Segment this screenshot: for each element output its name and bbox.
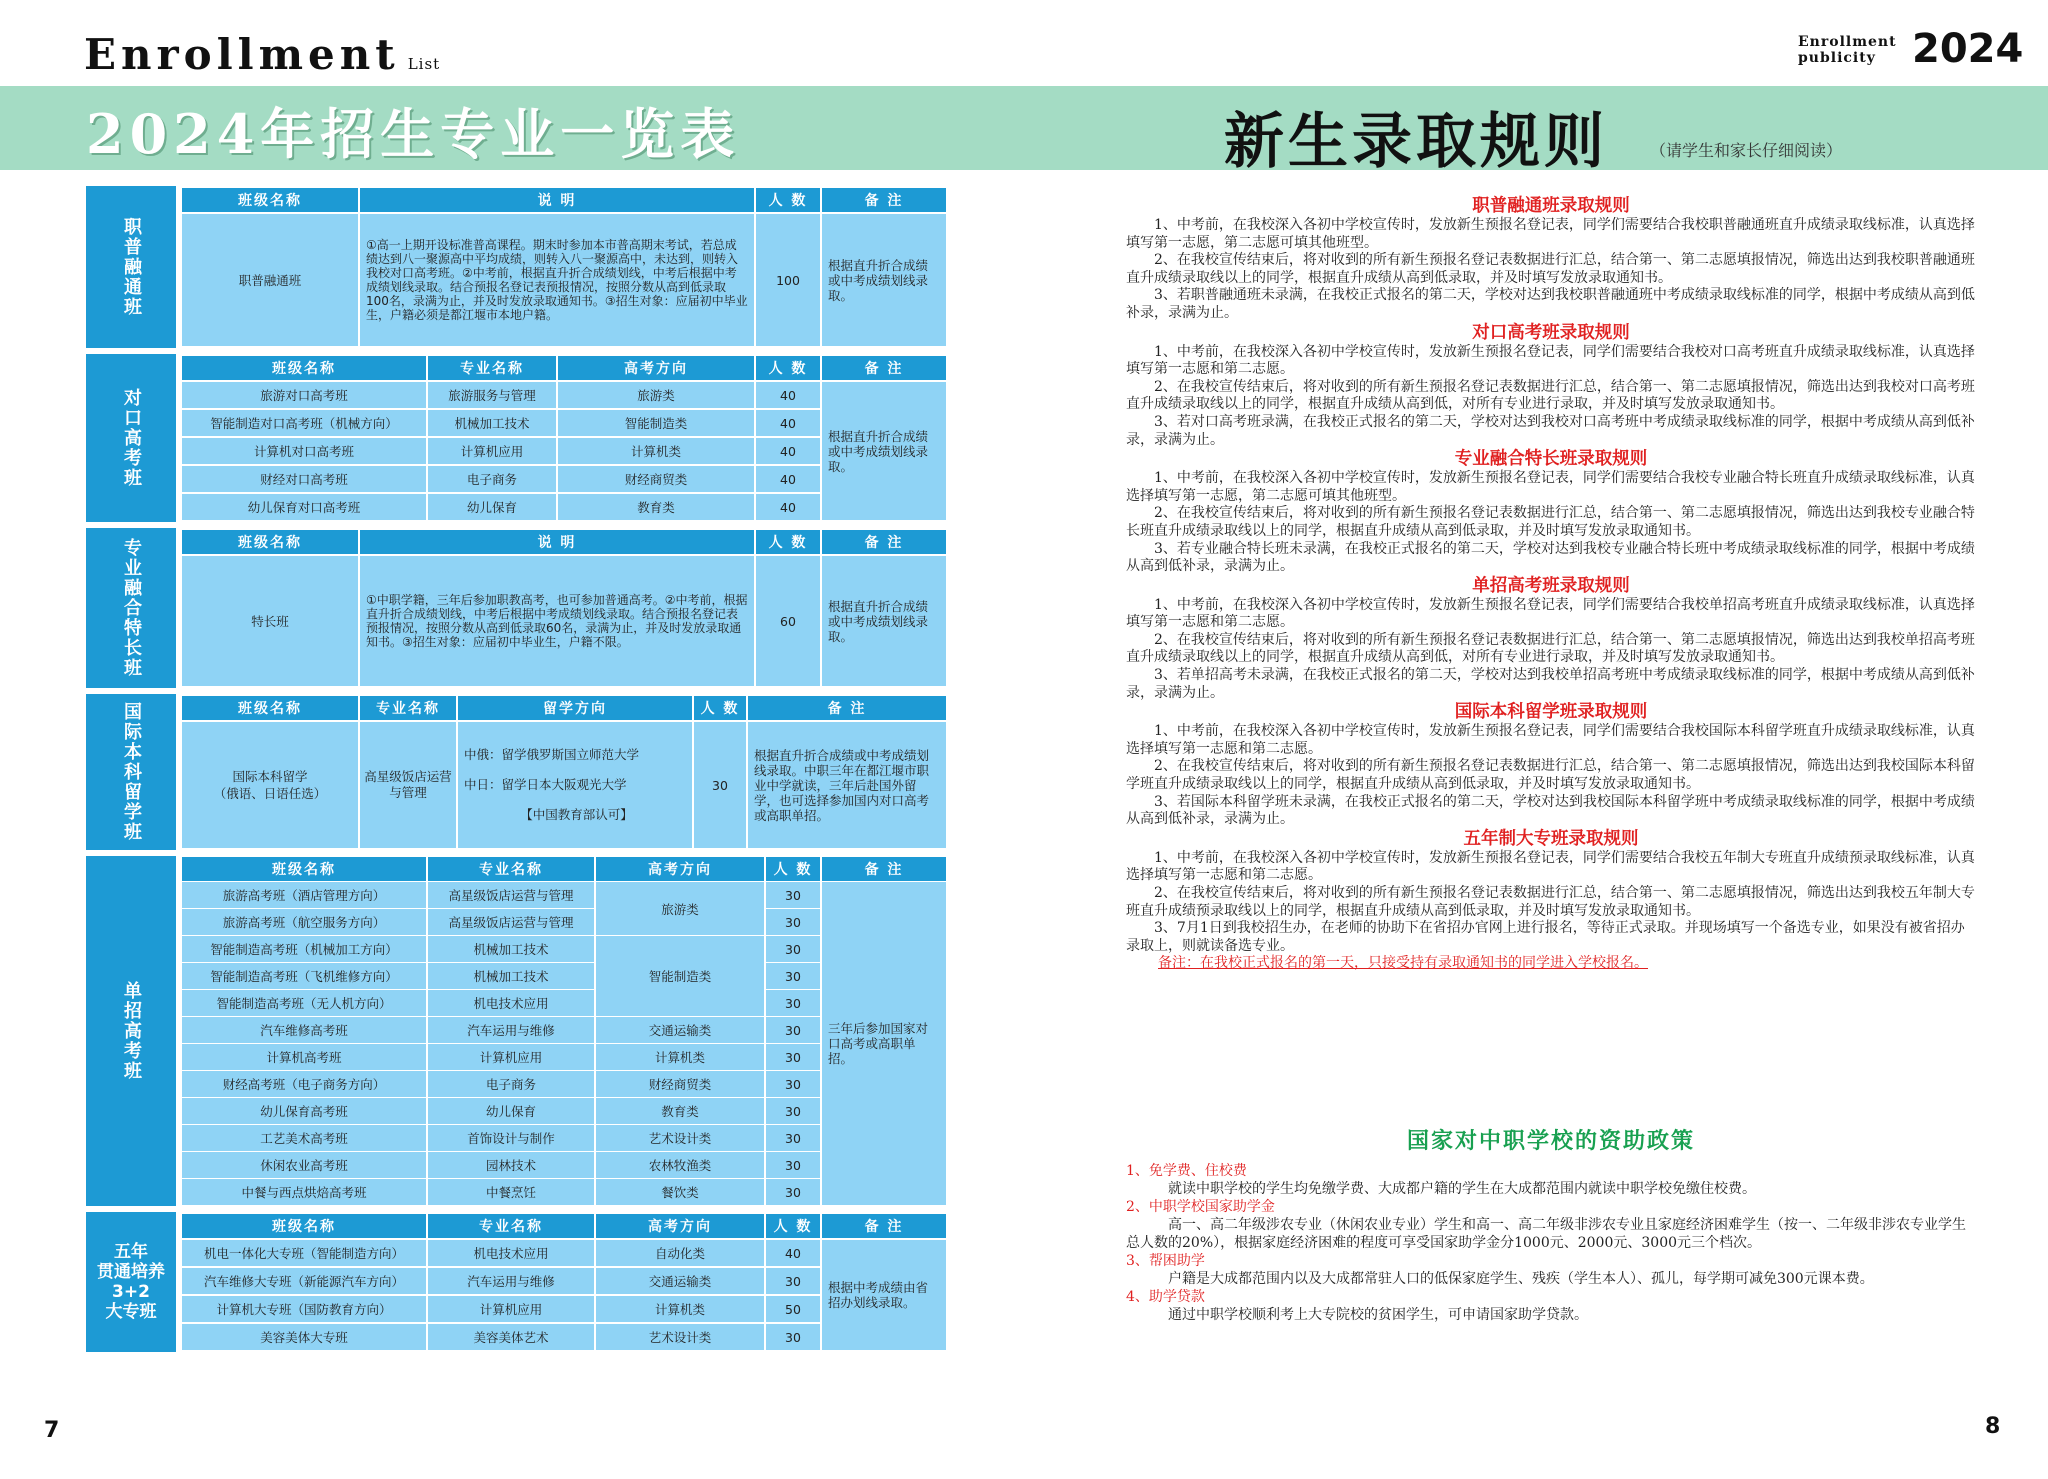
section-international — [86, 694, 948, 850]
col-header: 班级名称 — [182, 1214, 426, 1238]
rule-paragraph: 3、若对口高考班录满，在我校正式报名的第二天，学校对达到我校对口高考班中考成绩录取线标准的同学，根据中考成绩从高到低补录，录满为止。 — [1126, 413, 1975, 448]
col-header: 高考方向 — [558, 356, 754, 380]
class-note: 根据直升折合成绩或中考成绩划线录取。中职三年在都江堰市职业中学就读，三年后赴国外留学，也可选择参加国内对口高考或高职单招。 — [748, 722, 946, 848]
major-name: 电子商务 — [428, 1071, 594, 1097]
page-number-left: 7 — [44, 1418, 60, 1443]
rule-paragraph: 1、中考前，在我校深入各初中学校宣传时，发放新生预报名登记表，同学们需要结合我校单招高考班直升成绩录取线标准，认真选择填写第一志愿和第二志愿。 — [1126, 596, 1975, 631]
exam-direction: 智能制造类 — [596, 936, 764, 1016]
major-name: 园林技术 — [428, 1152, 594, 1178]
class-count: 30 — [766, 1152, 820, 1178]
major-name: 汽车运用与维修 — [428, 1268, 594, 1294]
major-name: 机械加工技术 — [428, 936, 594, 962]
col-header: 人 数 — [756, 356, 820, 380]
class-name: 旅游对口高考班 — [182, 382, 426, 408]
section-single-recruit — [86, 856, 948, 1206]
class-note: 根据中考成绩由省招办划线录取。 — [822, 1240, 946, 1350]
class-name: 美容美体大专班 — [182, 1324, 426, 1350]
header-right-label: Enrollment publicity — [1798, 34, 1897, 66]
section-label: 国际本科留学班 — [86, 694, 176, 850]
aid-policy — [1126, 1162, 1976, 1324]
class-name: 国际本科留学 （俄语、日语任选） — [182, 722, 358, 848]
admission-rules — [1126, 196, 1976, 973]
aid-paragraph: 高一、高二年级涉农专业（休闲农业专业）学生和高一、高二年级非涉农专业且家庭经济困难学生（按一、二年级非涉农专业学生总人数的20%），根据家庭经济困难的程度可享受国家助学金分1000元、2000元、3000元三个档次。 — [1126, 1217, 1966, 1251]
banner-left-title: 2024年招生专业一览表 — [86, 102, 741, 166]
col-header: 班级名称 — [182, 530, 358, 554]
class-count: 30 — [766, 990, 820, 1016]
exam-direction: 教育类 — [558, 494, 754, 520]
class-name: 旅游高考班（酒店管理方向） — [182, 882, 426, 908]
aid-policy-title: 国家对中职学校的资助政策 — [1406, 1128, 1695, 1154]
class-count: 30 — [766, 1071, 820, 1097]
exam-direction: 财经商贸类 — [558, 466, 754, 492]
class-name: 休闲农业高考班 — [182, 1152, 426, 1178]
exam-direction: 旅游类 — [558, 382, 754, 408]
aid-paragraph: 户籍是大成都范围内以及大成都常驻人口的低保家庭学生、残疾（学生本人）、孤儿，每学期可减免300元课本费。 — [1168, 1271, 1874, 1287]
class-count: 30 — [766, 1098, 820, 1124]
major-name: 电子商务 — [428, 466, 556, 492]
table-row — [182, 214, 946, 346]
table-row — [182, 882, 946, 908]
rule-paragraph: 1、中考前，在我校深入各初中学校宣传时，发放新生预报名登记表，同学们需要结合我校职普融通班直升成绩录取线标准，认真选择填写第一志愿，第二志愿可填其他班型。 — [1126, 217, 1975, 251]
class-name: 智能制造高考班（无人机方向） — [182, 990, 426, 1016]
major-name: 美容美体艺术 — [428, 1324, 594, 1350]
class-count: 30 — [766, 1179, 820, 1205]
banner-right-title: 新生录取规则 — [1224, 107, 1608, 177]
rule-paragraph: 1、中考前，在我校深入各初中学校宣传时，发放新生预报名登记表，同学们需要结合我校五年制大专班直升成绩预录取线标准，认真选择填写第一志愿和第二志愿。 — [1126, 849, 1975, 884]
col-header: 备 注 — [822, 530, 946, 554]
class-name: 财经对口高考班 — [182, 466, 426, 492]
aid-heading: 1、免学费、住校费 — [1126, 1163, 1247, 1179]
table-row — [182, 382, 946, 408]
major-name: 机械加工技术 — [428, 410, 556, 436]
major-name: 机械加工技术 — [428, 963, 594, 989]
table-row — [182, 556, 946, 686]
exam-direction: 旅游类 — [596, 882, 764, 935]
col-header: 人 数 — [766, 857, 820, 881]
exam-direction: 交通运输类 — [596, 1268, 764, 1294]
rule-title: 国际本科留学班录取规则 — [1454, 702, 1648, 723]
major-name: 计算机应用 — [428, 438, 556, 464]
rule-paragraph: 2、在我校宣传结束后，将对收到的所有新生预报名登记表数据进行汇总，结合第一、第二志愿填报情况，筛选出达到我校单招高考班直升成绩录取线以上的同学，根据直升成绩从高到低，对所有专业进行录取，并及时填写发放录取通知书。 — [1126, 631, 1975, 666]
col-header: 说 明 — [360, 188, 754, 212]
class-count: 30 — [766, 963, 820, 989]
class-name: 工艺美术高考班 — [182, 1125, 426, 1151]
rule-paragraph: 3、7月1日到我校招生办，在老师的协助下在省招办官网上进行报名，等待正式录取。并现场填写一个备选专业，如果没有被省招办录取上，则就读备选专业。 — [1126, 920, 1965, 954]
section-specialty — [86, 528, 948, 688]
class-note: 根据直升折合成绩或中考成绩划线录取。 — [822, 214, 946, 346]
col-header: 专业名称 — [428, 356, 556, 380]
col-header: 说 明 — [360, 530, 754, 554]
major-name: 幼儿保育 — [428, 494, 556, 520]
aid-heading: 2、中职学校国家助学金 — [1126, 1199, 1275, 1215]
aid-heading: 4、助学贷款 — [1126, 1289, 1205, 1305]
class-name: 财经高考班（电子商务方向） — [182, 1071, 426, 1097]
table-row — [182, 722, 946, 848]
class-count: 100 — [756, 214, 820, 346]
major-name: 高星级饭店运营与管理 — [428, 909, 594, 935]
class-count: 30 — [766, 1268, 820, 1294]
rule-warning: 备注：在我校正式报名的第一天，只接受持有录取通知书的同学进入学校报名。 — [1158, 955, 1648, 972]
header-subtitle: List — [407, 55, 441, 73]
rule-paragraph: 1、中考前，在我校深入各初中学校宣传时，发放新生预报名登记表，同学们需要结合我校国际本科留学班直升成绩录取线标准，认真选择填写第一志愿和第二志愿。 — [1126, 723, 1975, 757]
class-name: 计算机对口高考班 — [182, 438, 426, 464]
rule-paragraph: 1、中考前，在我校深入各初中学校宣传时，发放新生预报名登记表，同学们需要结合我校专业融合特长班直升成绩录取线标准，认真选择填写第一志愿，第二志愿可填其他班型。 — [1126, 470, 1975, 504]
col-header: 班级名称 — [182, 857, 426, 881]
class-name: 特长班 — [182, 556, 358, 686]
section-label: 对口高考班 — [86, 354, 176, 522]
class-count: 40 — [756, 438, 820, 464]
class-name: 机电一体化大专班（智能制造方向） — [182, 1240, 426, 1266]
exam-direction: 计算机类 — [596, 1296, 764, 1322]
class-name: 计算机高考班 — [182, 1044, 426, 1070]
enrollment-table — [86, 186, 948, 1358]
major-name: 中餐烹饪 — [428, 1179, 594, 1205]
study-abroad-direction: 中俄：留学俄罗斯国立师范大学 中日：留学日本大阪观光大学 【中国教育部认可】 — [458, 722, 692, 848]
rule-paragraph: 3、若专业融合特长班未录满，在我校正式报名的第二天，学校对达到我校专业融合特长班中考成绩录取线标准的同学，根据中考成绩从高到低补录，录满为止。 — [1126, 540, 1975, 575]
class-name: 汽车维修高考班 — [182, 1017, 426, 1043]
major-name: 计算机应用 — [428, 1044, 594, 1070]
class-note: 根据直升折合成绩或中考成绩划线录取。 — [822, 382, 946, 520]
rule-title: 职普融通班录取规则 — [1472, 196, 1630, 216]
class-count: 30 — [766, 936, 820, 962]
rule-paragraph: 3、若国际本科留学班未录满，在我校正式报名的第二天，学校对达到我校国际本科留学班中考成绩录取线标准的同学，根据中考成绩从高到低补录，录满为止。 — [1126, 793, 1975, 828]
col-header: 班级名称 — [182, 696, 358, 720]
class-name: 中餐与西点烘焙高考班 — [182, 1179, 426, 1205]
rule-title: 对口高考班录取规则 — [1472, 322, 1630, 343]
class-count: 60 — [756, 556, 820, 686]
rule-paragraph: 2、在我校宣传结束后，将对收到的所有新生预报名登记表数据进行汇总，结合第一、第二志愿填报情况，筛选出达到我校国际本科留学班直升成绩录取线以上的同学，根据直升成绩从高到低录取，并及时填写发放录取通知书。 — [1126, 758, 1975, 793]
col-header: 专业名称 — [428, 857, 594, 881]
class-count: 50 — [766, 1296, 820, 1322]
section-label: 五年 贯通培养 3+2 大专班 — [86, 1212, 176, 1352]
class-description: ①高一上期开设标准普高课程。期末时参加本市普高期末考试，若总成绩达到八一聚源高中平均成绩，则转入八一聚源高中，未达到，则转入我校对口高考班。②中考前，根据直升折合成绩划线，中考后根据中考成绩划线录取。结合预报名登记表预报情况，按照分数从高到低录取100名，录满为止，并及时发放录取通知书。③招生对象：应届初中毕业生，户籍必须是都江堰市本地户籍。 — [360, 214, 754, 346]
class-count: 40 — [756, 410, 820, 436]
class-name: 汽车维修大专班（新能源汽车方向） — [182, 1268, 426, 1294]
rule-title: 单招高考班录取规则 — [1472, 575, 1630, 596]
major-name: 首饰设计与制作 — [428, 1125, 594, 1151]
section-targeted-exam — [86, 354, 948, 522]
class-count: 40 — [756, 466, 820, 492]
rule-paragraph: 2、在我校宣传结束后，将对收到的所有新生预报名登记表数据进行汇总，结合第一、第二志愿填报情况，筛选出达到我校职普融通班直升成绩录取线以上的同学，根据直升成绩从高到低录取，并及时填写发放录取通知书。 — [1126, 252, 1975, 286]
col-header: 备 注 — [822, 188, 946, 212]
rule-title: 专业融合特长班录取规则 — [1454, 449, 1648, 470]
col-header: 备 注 — [822, 857, 946, 881]
exam-direction: 艺术设计类 — [596, 1324, 764, 1350]
class-note: 根据直升折合成绩或中考成绩划线录取。 — [822, 556, 946, 686]
rule-paragraph: 3、若单招高考未录满，在我校正式报名的第二天，学校对达到我校单招高考班中考成绩录取线标准的同学，根据中考成绩从高到低补录，录满为止。 — [1126, 667, 1975, 701]
col-header: 备 注 — [748, 696, 946, 720]
rule-title: 五年制大专班录取规则 — [1463, 828, 1639, 849]
major-name: 汽车运用与维修 — [428, 1017, 594, 1043]
exam-direction: 自动化类 — [596, 1240, 764, 1266]
class-count: 40 — [756, 494, 820, 520]
exam-direction: 计算机类 — [596, 1044, 764, 1070]
class-count: 30 — [766, 1324, 820, 1350]
table-row — [182, 1240, 946, 1266]
col-header: 人 数 — [766, 1214, 820, 1238]
class-note: 三年后参加国家对口高考或高职单招。 — [822, 882, 946, 1205]
class-name: 旅游高考班（航空服务方向） — [182, 909, 426, 935]
major-name: 高星级饭店运营与管理 — [360, 722, 456, 848]
col-header: 备 注 — [822, 356, 946, 380]
class-name: 幼儿保育对口高考班 — [182, 494, 426, 520]
class-name: 幼儿保育高考班 — [182, 1098, 426, 1124]
major-name: 计算机应用 — [428, 1296, 594, 1322]
exam-direction: 餐饮类 — [596, 1179, 764, 1205]
major-name: 高星级饭店运营与管理 — [428, 882, 594, 908]
section-label: 职普融通班 — [86, 186, 176, 348]
header-year: 2024 — [1912, 26, 2024, 72]
rule-paragraph: 3、若职普融通班未录满，在我校正式报名的第二天，学校对达到我校职普融通班中考成绩录取线标准的同学，根据中考成绩从高到低补录，录满为止。 — [1126, 287, 1975, 321]
rule-paragraph: 1、中考前，在我校深入各初中学校宣传时，发放新生预报名登记表，同学们需要结合我校对口高考班直升成绩录取线标准，认真选择填写第一志愿和第二志愿。 — [1126, 343, 1975, 378]
rule-paragraph: 2、在我校宣传结束后，将对收到的所有新生预报名登记表数据进行汇总，结合第一、第二志愿填报情况，筛选出达到我校专业融合特长班直升成绩录取线以上的同学，根据直升成绩从高到低录取，并及时填写发放录取通知书。 — [1126, 505, 1975, 539]
col-header: 专业名称 — [360, 696, 456, 720]
class-count: 40 — [766, 1240, 820, 1266]
rule-paragraph: 2、在我校宣传结束后，将对收到的所有新生预报名登记表数据进行汇总，结合第一、第二志愿填报情况，筛选出达到我校对口高考班直升成绩录取线以上的同学，根据直升成绩从高到低，对所有专业进行录取，并及时填写发放录取通知书。 — [1126, 378, 1975, 413]
exam-direction: 教育类 — [596, 1098, 764, 1124]
major-name: 机电技术应用 — [428, 990, 594, 1016]
section-five-year — [86, 1212, 948, 1352]
class-count: 30 — [766, 1017, 820, 1043]
class-count: 40 — [756, 382, 820, 408]
aid-paragraph: 就读中职学校的学生均免缴学费、大成都户籍的学生在大成都范围内就读中职学校免缴住校费。 — [1168, 1181, 1756, 1197]
col-header: 人 数 — [756, 188, 820, 212]
exam-direction: 艺术设计类 — [596, 1125, 764, 1151]
col-header: 人 数 — [756, 530, 820, 554]
col-header: 高考方向 — [596, 857, 764, 881]
class-name: 职普融通班 — [182, 214, 358, 346]
section-label: 专业融合特长班 — [86, 528, 176, 688]
col-header: 高考方向 — [596, 1214, 764, 1238]
exam-direction: 农林牧渔类 — [596, 1152, 764, 1178]
class-description: ①中职学籍，三年后参加职教高考，也可参加普通高考。②中考前，根据直升折合成绩划线，中考后根据中考成绩划线录取。结合预报名登记表预报情况，按照分数从高到低录取60名，录满为止，并及时发放录取通知书。③招生对象：应届初中毕业生，户籍不限。 — [360, 556, 754, 686]
exam-direction: 智能制造类 — [558, 410, 754, 436]
section-label: 单招高考班 — [86, 856, 176, 1206]
banner-right-note: （请学生和家长仔细阅读） — [1650, 141, 1843, 160]
class-count: 30 — [694, 722, 746, 848]
section-vocational-general — [86, 186, 948, 348]
page-number-right: 8 — [1985, 1414, 2001, 1439]
major-name: 幼儿保育 — [428, 1098, 594, 1124]
class-count: 30 — [766, 882, 820, 908]
class-name: 智能制造对口高考班（机械方向） — [182, 410, 426, 436]
exam-direction: 计算机类 — [558, 438, 754, 464]
class-name: 智能制造高考班（机械加工方向） — [182, 936, 426, 962]
class-name: 计算机大专班（国防教育方向） — [182, 1296, 426, 1322]
class-count: 30 — [766, 1125, 820, 1151]
col-header: 班级名称 — [182, 188, 358, 212]
col-header: 人 数 — [694, 696, 746, 720]
class-count: 30 — [766, 1044, 820, 1070]
rule-paragraph: 2、在我校宣传结束后，将对收到的所有新生预报名登记表数据进行汇总，结合第一、第二志愿填报情况，筛选出达到我校五年制大专班直升成绩预录取线以上的同学，根据直升成绩从高到低录取，并及时填写发放录取通知书。 — [1126, 885, 1975, 919]
aid-paragraph: 通过中职学校顺利考上大专院校的贫困学生，可申请国家助学贷款。 — [1168, 1307, 1588, 1323]
exam-direction: 财经商贸类 — [596, 1071, 764, 1097]
class-count: 30 — [766, 909, 820, 935]
col-header: 班级名称 — [182, 356, 426, 380]
major-name: 旅游服务与管理 — [428, 382, 556, 408]
col-header: 专业名称 — [428, 1214, 594, 1238]
col-header: 留学方向 — [458, 696, 692, 720]
aid-heading: 3、帮困助学 — [1126, 1253, 1205, 1269]
major-name: 机电技术应用 — [428, 1240, 594, 1266]
exam-direction: 交通运输类 — [596, 1017, 764, 1043]
col-header: 备 注 — [822, 1214, 946, 1238]
header-title: Enrollment List — [84, 30, 441, 79]
class-name: 智能制造高考班（飞机维修方向） — [182, 963, 426, 989]
